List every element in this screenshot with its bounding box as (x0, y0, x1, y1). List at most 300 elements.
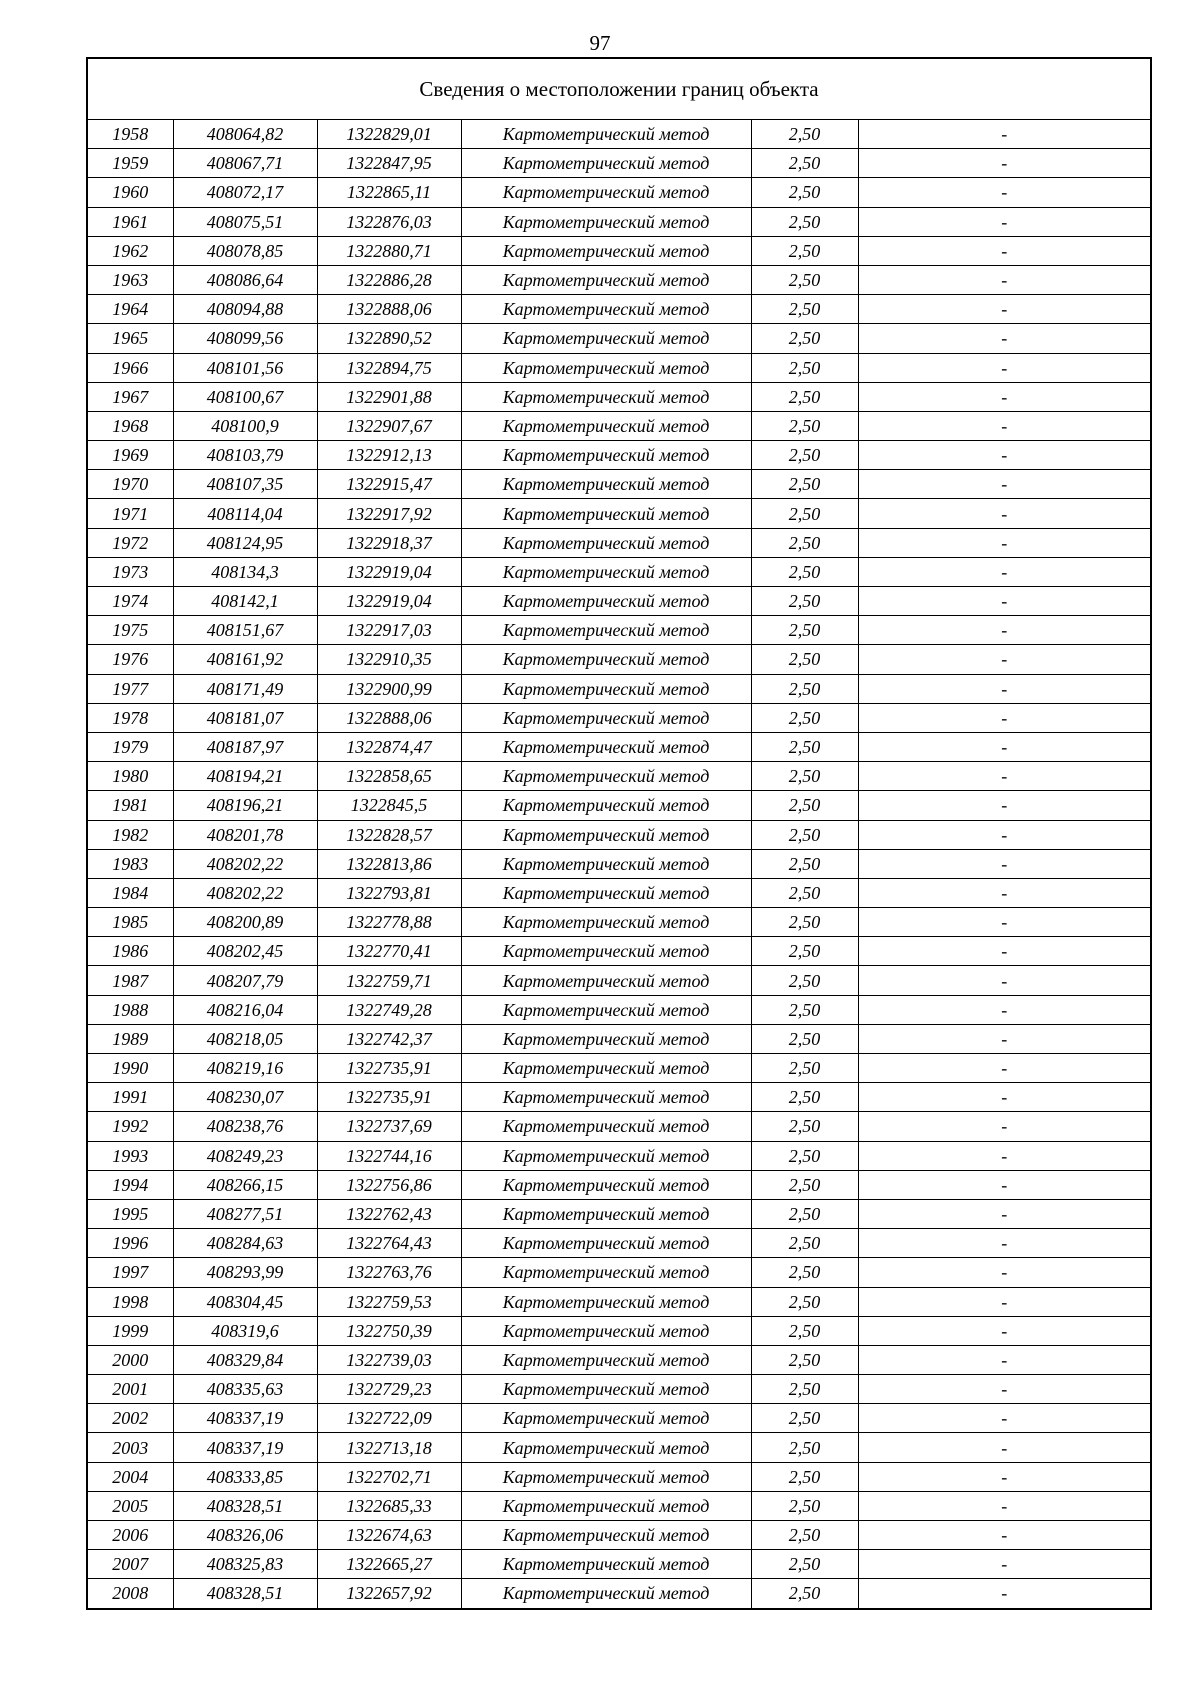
method-cell: Картометрический метод (461, 1287, 751, 1316)
x-coordinate-cell: 408201,78 (173, 820, 317, 849)
precision-cell: 2,50 (751, 528, 858, 557)
table-row (87, 1491, 1151, 1520)
method-cell: Картометрический метод (461, 791, 751, 820)
y-coordinate-cell: 1322735,91 (317, 1054, 461, 1083)
method-cell: Картометрический метод (461, 557, 751, 586)
description-cell: - (858, 1462, 1151, 1491)
point-number-cell: 2002 (87, 1404, 173, 1433)
x-coordinate-cell: 408078,85 (173, 236, 317, 265)
precision-cell: 2,50 (751, 295, 858, 324)
y-coordinate-cell: 1322762,43 (317, 1199, 461, 1228)
x-coordinate-cell: 408218,05 (173, 1024, 317, 1053)
description-cell: - (858, 1199, 1151, 1228)
precision-cell: 2,50 (751, 1199, 858, 1228)
y-coordinate-cell: 1322702,71 (317, 1462, 461, 1491)
x-coordinate-cell: 408219,16 (173, 1054, 317, 1083)
description-cell: - (858, 470, 1151, 499)
description-cell: - (858, 1258, 1151, 1287)
y-coordinate-cell: 1322858,65 (317, 762, 461, 791)
precision-cell: 2,50 (751, 849, 858, 878)
precision-cell: 2,50 (751, 1521, 858, 1550)
description-cell: - (858, 1433, 1151, 1462)
point-number-cell: 1971 (87, 499, 173, 528)
point-number-cell: 1987 (87, 966, 173, 995)
precision-cell: 2,50 (751, 382, 858, 411)
method-cell: Картометрический метод (461, 1199, 751, 1228)
point-number-cell: 1990 (87, 1054, 173, 1083)
y-coordinate-cell: 1322829,01 (317, 120, 461, 149)
table-row (87, 528, 1151, 557)
table-row (87, 762, 1151, 791)
y-coordinate-cell: 1322665,27 (317, 1550, 461, 1579)
description-cell: - (858, 878, 1151, 907)
y-coordinate-cell: 1322917,92 (317, 499, 461, 528)
method-cell: Картометрический метод (461, 149, 751, 178)
point-number-cell: 2000 (87, 1345, 173, 1374)
description-cell: - (858, 616, 1151, 645)
page-number: 97 (589, 31, 611, 55)
method-cell: Картометрический метод (461, 616, 751, 645)
point-number-cell: 1999 (87, 1316, 173, 1345)
y-coordinate-cell: 1322876,03 (317, 207, 461, 236)
precision-cell: 2,50 (751, 995, 858, 1024)
table-row (87, 1258, 1151, 1287)
table-row (87, 1024, 1151, 1053)
precision-cell: 2,50 (751, 1287, 858, 1316)
table-row (87, 1316, 1151, 1345)
precision-cell: 2,50 (751, 1491, 858, 1520)
table-row (87, 1345, 1151, 1374)
x-coordinate-cell: 408142,1 (173, 587, 317, 616)
table-row (87, 791, 1151, 820)
point-number-cell: 1969 (87, 441, 173, 470)
x-coordinate-cell: 408099,56 (173, 324, 317, 353)
x-coordinate-cell: 408103,79 (173, 441, 317, 470)
point-number-cell: 2001 (87, 1375, 173, 1404)
y-coordinate-cell: 1322886,28 (317, 265, 461, 294)
table-row (87, 645, 1151, 674)
method-cell: Картометрический метод (461, 1170, 751, 1199)
y-coordinate-cell: 1322900,99 (317, 674, 461, 703)
precision-cell: 2,50 (751, 703, 858, 732)
precision-cell: 2,50 (751, 470, 858, 499)
x-coordinate-cell: 408202,22 (173, 878, 317, 907)
precision-cell: 2,50 (751, 791, 858, 820)
y-coordinate-cell: 1322759,53 (317, 1287, 461, 1316)
x-coordinate-cell: 408216,04 (173, 995, 317, 1024)
method-cell: Картометрический метод (461, 1462, 751, 1491)
description-cell: - (858, 1141, 1151, 1170)
method-cell: Картометрический метод (461, 207, 751, 236)
point-number-cell: 1994 (87, 1170, 173, 1199)
description-cell: - (858, 1229, 1151, 1258)
point-number-cell: 1977 (87, 674, 173, 703)
table-row (87, 1141, 1151, 1170)
point-number-cell: 1974 (87, 587, 173, 616)
x-coordinate-cell: 408196,21 (173, 791, 317, 820)
description-cell: - (858, 149, 1151, 178)
precision-cell: 2,50 (751, 1550, 858, 1579)
y-coordinate-cell: 1322865,11 (317, 178, 461, 207)
method-cell: Картометрический метод (461, 441, 751, 470)
table-title: Сведения о местоположении границ объекта (87, 58, 1151, 120)
method-cell: Картометрический метод (461, 236, 751, 265)
x-coordinate-cell: 408202,45 (173, 937, 317, 966)
table-row (87, 470, 1151, 499)
description-cell: - (858, 324, 1151, 353)
method-cell: Картометрический метод (461, 120, 751, 149)
description-cell: - (858, 937, 1151, 966)
boundary-coordinates-table (86, 57, 1152, 1610)
x-coordinate-cell: 408114,04 (173, 499, 317, 528)
point-number-cell: 1984 (87, 878, 173, 907)
x-coordinate-cell: 408187,97 (173, 732, 317, 761)
x-coordinate-cell: 408328,51 (173, 1491, 317, 1520)
table-row (87, 616, 1151, 645)
table-title-row (87, 58, 1151, 120)
point-number-cell: 1989 (87, 1024, 173, 1053)
precision-cell: 2,50 (751, 762, 858, 791)
method-cell: Картометрический метод (461, 265, 751, 294)
table-row (87, 1112, 1151, 1141)
point-number-cell: 2007 (87, 1550, 173, 1579)
precision-cell: 2,50 (751, 178, 858, 207)
description-cell: - (858, 1112, 1151, 1141)
method-cell: Картометрический метод (461, 674, 751, 703)
point-number-cell: 1967 (87, 382, 173, 411)
method-cell: Картометрический метод (461, 1433, 751, 1462)
table-row (87, 995, 1151, 1024)
y-coordinate-cell: 1322813,86 (317, 849, 461, 878)
precision-cell: 2,50 (751, 1024, 858, 1053)
point-number-cell: 1981 (87, 791, 173, 820)
description-cell: - (858, 178, 1151, 207)
precision-cell: 2,50 (751, 324, 858, 353)
x-coordinate-cell: 408333,85 (173, 1462, 317, 1491)
method-cell: Картометрический метод (461, 499, 751, 528)
y-coordinate-cell: 1322901,88 (317, 382, 461, 411)
precision-cell: 2,50 (751, 908, 858, 937)
table-row (87, 499, 1151, 528)
x-coordinate-cell: 408337,19 (173, 1404, 317, 1433)
x-coordinate-cell: 408075,51 (173, 207, 317, 236)
table-row (87, 587, 1151, 616)
x-coordinate-cell: 408249,23 (173, 1141, 317, 1170)
table-row (87, 324, 1151, 353)
description-cell: - (858, 1170, 1151, 1199)
x-coordinate-cell: 408101,56 (173, 353, 317, 382)
point-number-cell: 1998 (87, 1287, 173, 1316)
precision-cell: 2,50 (751, 441, 858, 470)
description-cell: - (858, 265, 1151, 294)
precision-cell: 2,50 (751, 353, 858, 382)
table-row (87, 937, 1151, 966)
description-cell: - (858, 703, 1151, 732)
table-row (87, 1462, 1151, 1491)
y-coordinate-cell: 1322919,04 (317, 587, 461, 616)
precision-cell: 2,50 (751, 878, 858, 907)
precision-cell: 2,50 (751, 1170, 858, 1199)
y-coordinate-cell: 1322770,41 (317, 937, 461, 966)
y-coordinate-cell: 1322756,86 (317, 1170, 461, 1199)
precision-cell: 2,50 (751, 820, 858, 849)
y-coordinate-cell: 1322685,33 (317, 1491, 461, 1520)
table-row (87, 441, 1151, 470)
description-cell: - (858, 732, 1151, 761)
y-coordinate-cell: 1322888,06 (317, 703, 461, 732)
table-row (87, 382, 1151, 411)
description-cell: - (858, 1345, 1151, 1374)
point-number-cell: 1965 (87, 324, 173, 353)
description-cell: - (858, 674, 1151, 703)
description-cell: - (858, 1316, 1151, 1345)
precision-cell: 2,50 (751, 236, 858, 265)
precision-cell: 2,50 (751, 265, 858, 294)
method-cell: Картометрический метод (461, 324, 751, 353)
y-coordinate-cell: 1322917,03 (317, 616, 461, 645)
description-cell: - (858, 762, 1151, 791)
method-cell: Картометрический метод (461, 1491, 751, 1520)
method-cell: Картометрический метод (461, 1112, 751, 1141)
description-cell: - (858, 1521, 1151, 1550)
method-cell: Картометрический метод (461, 966, 751, 995)
method-cell: Картометрический метод (461, 762, 751, 791)
y-coordinate-cell: 1322759,71 (317, 966, 461, 995)
precision-cell: 2,50 (751, 1404, 858, 1433)
method-cell: Картометрический метод (461, 1579, 751, 1609)
description-cell: - (858, 1083, 1151, 1112)
method-cell: Картометрический метод (461, 411, 751, 440)
x-coordinate-cell: 408329,84 (173, 1345, 317, 1374)
y-coordinate-cell: 1322918,37 (317, 528, 461, 557)
x-coordinate-cell: 408094,88 (173, 295, 317, 324)
table-row (87, 1287, 1151, 1316)
point-number-cell: 2008 (87, 1579, 173, 1609)
precision-cell: 2,50 (751, 1229, 858, 1258)
table-row (87, 411, 1151, 440)
table-row (87, 732, 1151, 761)
table-row (87, 265, 1151, 294)
point-number-cell: 1976 (87, 645, 173, 674)
point-number-cell: 1986 (87, 937, 173, 966)
table-body (87, 120, 1151, 1609)
point-number-cell: 1985 (87, 908, 173, 937)
description-cell: - (858, 1550, 1151, 1579)
point-number-cell: 1975 (87, 616, 173, 645)
description-cell: - (858, 908, 1151, 937)
y-coordinate-cell: 1322763,76 (317, 1258, 461, 1287)
description-cell: - (858, 587, 1151, 616)
precision-cell: 2,50 (751, 557, 858, 586)
table-row (87, 178, 1151, 207)
precision-cell: 2,50 (751, 966, 858, 995)
y-coordinate-cell: 1322912,13 (317, 441, 461, 470)
method-cell: Картометрический метод (461, 732, 751, 761)
description-cell: - (858, 236, 1151, 265)
precision-cell: 2,50 (751, 1579, 858, 1609)
y-coordinate-cell: 1322828,57 (317, 820, 461, 849)
table-row (87, 966, 1151, 995)
description-cell: - (858, 1375, 1151, 1404)
y-coordinate-cell: 1322793,81 (317, 878, 461, 907)
y-coordinate-cell: 1322778,88 (317, 908, 461, 937)
precision-cell: 2,50 (751, 616, 858, 645)
description-cell: - (858, 353, 1151, 382)
x-coordinate-cell: 408100,9 (173, 411, 317, 440)
method-cell: Картометрический метод (461, 703, 751, 732)
method-cell: Картометрический метод (461, 1024, 751, 1053)
y-coordinate-cell: 1322713,18 (317, 1433, 461, 1462)
description-cell: - (858, 295, 1151, 324)
x-coordinate-cell: 408319,6 (173, 1316, 317, 1345)
precision-cell: 2,50 (751, 732, 858, 761)
y-coordinate-cell: 1322749,28 (317, 995, 461, 1024)
table-row (87, 353, 1151, 382)
method-cell: Картометрический метод (461, 178, 751, 207)
point-number-cell: 1996 (87, 1229, 173, 1258)
y-coordinate-cell: 1322910,35 (317, 645, 461, 674)
x-coordinate-cell: 408124,95 (173, 528, 317, 557)
table-row (87, 1521, 1151, 1550)
precision-cell: 2,50 (751, 1258, 858, 1287)
precision-cell: 2,50 (751, 411, 858, 440)
description-cell: - (858, 411, 1151, 440)
table-row (87, 120, 1151, 149)
table-row (87, 1579, 1151, 1609)
table-row (87, 1404, 1151, 1433)
precision-cell: 2,50 (751, 1083, 858, 1112)
x-coordinate-cell: 408064,82 (173, 120, 317, 149)
y-coordinate-cell: 1322764,43 (317, 1229, 461, 1258)
y-coordinate-cell: 1322919,04 (317, 557, 461, 586)
method-cell: Картометрический метод (461, 937, 751, 966)
point-number-cell: 1970 (87, 470, 173, 499)
method-cell: Картометрический метод (461, 528, 751, 557)
description-cell: - (858, 499, 1151, 528)
table-row (87, 149, 1151, 178)
x-coordinate-cell: 408100,67 (173, 382, 317, 411)
point-number-cell: 1960 (87, 178, 173, 207)
y-coordinate-cell: 1322744,16 (317, 1141, 461, 1170)
precision-cell: 2,50 (751, 120, 858, 149)
description-cell: - (858, 528, 1151, 557)
table-row (87, 1375, 1151, 1404)
x-coordinate-cell: 408207,79 (173, 966, 317, 995)
point-number-cell: 1968 (87, 411, 173, 440)
x-coordinate-cell: 408171,49 (173, 674, 317, 703)
x-coordinate-cell: 408134,3 (173, 557, 317, 586)
method-cell: Картометрический метод (461, 1375, 751, 1404)
point-number-cell: 1983 (87, 849, 173, 878)
precision-cell: 2,50 (751, 1316, 858, 1345)
precision-cell: 2,50 (751, 587, 858, 616)
point-number-cell: 1992 (87, 1112, 173, 1141)
precision-cell: 2,50 (751, 674, 858, 703)
y-coordinate-cell: 1322674,63 (317, 1521, 461, 1550)
precision-cell: 2,50 (751, 1141, 858, 1170)
point-number-cell: 2005 (87, 1491, 173, 1520)
table-row (87, 1433, 1151, 1462)
point-number-cell: 1966 (87, 353, 173, 382)
description-cell: - (858, 441, 1151, 470)
point-number-cell: 2003 (87, 1433, 173, 1462)
x-coordinate-cell: 408328,51 (173, 1579, 317, 1609)
point-number-cell: 2004 (87, 1462, 173, 1491)
x-coordinate-cell: 408293,99 (173, 1258, 317, 1287)
table-row (87, 878, 1151, 907)
point-number-cell: 1962 (87, 236, 173, 265)
x-coordinate-cell: 408230,07 (173, 1083, 317, 1112)
description-cell: - (858, 791, 1151, 820)
description-cell: - (858, 1287, 1151, 1316)
method-cell: Картометрический метод (461, 995, 751, 1024)
x-coordinate-cell: 408304,45 (173, 1287, 317, 1316)
table-row (87, 1054, 1151, 1083)
y-coordinate-cell: 1322722,09 (317, 1404, 461, 1433)
precision-cell: 2,50 (751, 499, 858, 528)
table-row (87, 295, 1151, 324)
y-coordinate-cell: 1322880,71 (317, 236, 461, 265)
description-cell: - (858, 1579, 1151, 1609)
point-number-cell: 1991 (87, 1083, 173, 1112)
y-coordinate-cell: 1322657,92 (317, 1579, 461, 1609)
method-cell: Картометрический метод (461, 1345, 751, 1374)
method-cell: Картометрический метод (461, 1550, 751, 1579)
x-coordinate-cell: 408284,63 (173, 1229, 317, 1258)
method-cell: Картометрический метод (461, 382, 751, 411)
point-number-cell: 1995 (87, 1199, 173, 1228)
method-cell: Картометрический метод (461, 1083, 751, 1112)
precision-cell: 2,50 (751, 937, 858, 966)
method-cell: Картометрический метод (461, 1521, 751, 1550)
precision-cell: 2,50 (751, 1375, 858, 1404)
x-coordinate-cell: 408266,15 (173, 1170, 317, 1199)
y-coordinate-cell: 1322890,52 (317, 324, 461, 353)
x-coordinate-cell: 408151,67 (173, 616, 317, 645)
x-coordinate-cell: 408325,83 (173, 1550, 317, 1579)
precision-cell: 2,50 (751, 645, 858, 674)
method-cell: Картометрический метод (461, 1229, 751, 1258)
description-cell: - (858, 1491, 1151, 1520)
x-coordinate-cell: 408107,35 (173, 470, 317, 499)
method-cell: Картометрический метод (461, 878, 751, 907)
method-cell: Картометрический метод (461, 820, 751, 849)
y-coordinate-cell: 1322742,37 (317, 1024, 461, 1053)
y-coordinate-cell: 1322737,69 (317, 1112, 461, 1141)
x-coordinate-cell: 408200,89 (173, 908, 317, 937)
x-coordinate-cell: 408181,07 (173, 703, 317, 732)
x-coordinate-cell: 408238,76 (173, 1112, 317, 1141)
x-coordinate-cell: 408072,17 (173, 178, 317, 207)
method-cell: Картометрический метод (461, 587, 751, 616)
x-coordinate-cell: 408161,92 (173, 645, 317, 674)
method-cell: Картометрический метод (461, 645, 751, 674)
point-number-cell: 1997 (87, 1258, 173, 1287)
point-number-cell: 1979 (87, 732, 173, 761)
point-number-cell: 1988 (87, 995, 173, 1024)
y-coordinate-cell: 1322750,39 (317, 1316, 461, 1345)
point-number-cell: 1959 (87, 149, 173, 178)
y-coordinate-cell: 1322739,03 (317, 1345, 461, 1374)
point-number-cell: 1982 (87, 820, 173, 849)
description-cell: - (858, 966, 1151, 995)
point-number-cell: 1973 (87, 557, 173, 586)
point-number-cell: 1980 (87, 762, 173, 791)
y-coordinate-cell: 1322907,67 (317, 411, 461, 440)
description-cell: - (858, 820, 1151, 849)
precision-cell: 2,50 (751, 1345, 858, 1374)
method-cell: Картометрический метод (461, 353, 751, 382)
